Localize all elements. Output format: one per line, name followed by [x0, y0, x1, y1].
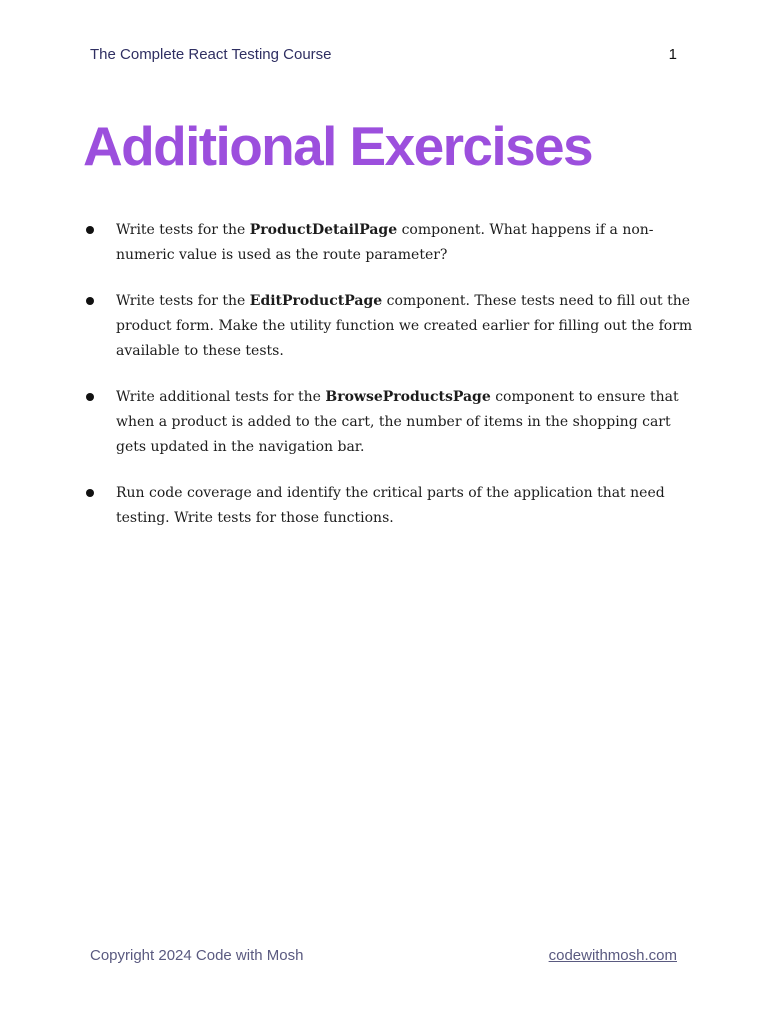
footer-copyright: Copyright 2024 Code with Mosh — [90, 947, 304, 964]
exercise-text-before: Write additional tests for the — [116, 389, 326, 405]
component-name: ProductDetailPage — [249, 222, 398, 238]
component-name: BrowseProductsPage — [325, 389, 491, 405]
bullet-icon — [86, 393, 94, 401]
website-link[interactable]: codewithmosh.com — [548, 947, 677, 964]
exercise-item — [86, 218, 700, 268]
exercise-item — [86, 289, 700, 364]
bullet-icon — [86, 226, 94, 234]
component-name: EditProductPage — [249, 293, 383, 309]
header-title: The Complete React Testing Course — [90, 46, 332, 63]
exercise-text: Run code coverage and identify the critical parts of the application that need testing. Write tests for those functions. — [116, 485, 665, 526]
exercise-text-before: Write tests for the — [116, 293, 250, 309]
exercise-item — [86, 481, 700, 531]
exercise-item — [86, 385, 700, 460]
exercise-text-after: component. These tests need to fill out the product form. Make the utility function we created earlier for filling out the form available to these tests. — [116, 293, 693, 359]
page-number: 1 — [668, 46, 677, 63]
exercise-list — [86, 218, 700, 552]
exercise-text-before: Write tests for the — [116, 222, 250, 238]
bullet-icon — [86, 489, 94, 497]
exercise-text-after: component. What happens if a non-numeric value is used as the route parameter? — [116, 222, 654, 263]
bullet-icon — [86, 297, 94, 305]
page-heading: Additional Exercises — [83, 115, 593, 177]
exercise-text-after: component to ensure that when a product is added to the cart, the number of items in the shopping cart gets updated in the navigation bar. — [116, 389, 679, 455]
